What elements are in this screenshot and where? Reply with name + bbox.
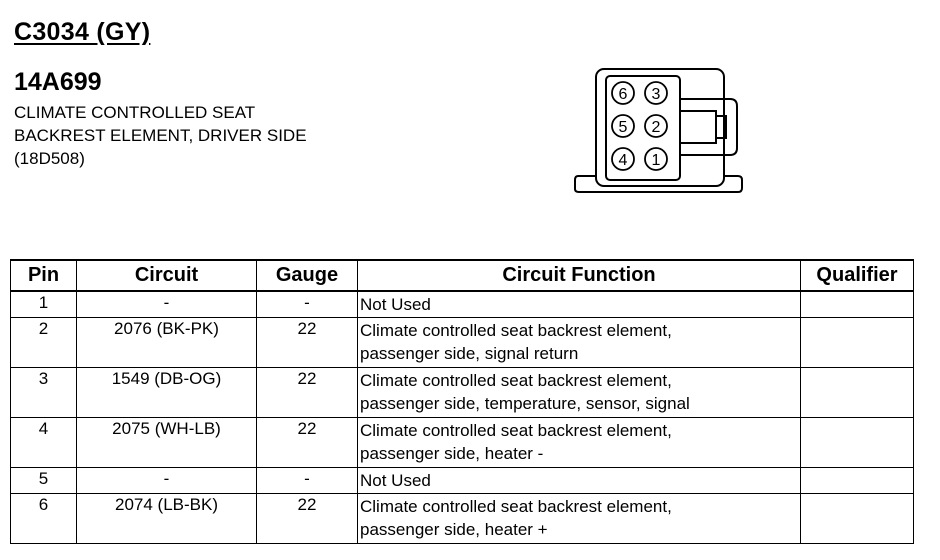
pin-cell: 1 [11,291,77,318]
part-number: 14A699 [14,68,102,96]
connector-cavity [606,76,680,180]
connector-face-diagram [574,66,744,196]
gauge-cell: - [257,468,358,494]
gauge-cell: - [257,291,358,318]
function-line: Climate controlled seat backrest element, [360,421,672,440]
pin-cell: 5 [11,468,77,494]
table-row [11,418,914,468]
pin-6-label: 6 [618,86,628,103]
connector-latch [680,99,737,155]
qualifier-cell [801,318,914,368]
connector-latch-lock [680,111,716,143]
pin-2-label: 2 [651,119,661,136]
qualifier-cell [801,418,914,468]
function-line: passenger side, heater - [360,444,544,463]
pinout-table [10,259,914,544]
connector-id-title: C3034 (GY) [14,18,151,46]
function-cell [358,291,801,318]
table-header-row [11,260,914,291]
qualifier-cell [801,368,914,418]
col-header-circuit: Circuit [77,260,257,291]
function-line: Climate controlled seat backrest element, [360,321,672,340]
pin-1-label: 1 [651,152,661,169]
pin-5-label: 5 [618,119,628,136]
table-row [11,291,914,318]
description-line: (18D508) [14,149,85,168]
col-header-function: Circuit Function [358,260,801,291]
description-line: BACKREST ELEMENT, DRIVER SIDE [14,126,307,145]
pin-4-label: 4 [618,152,628,169]
qualifier-cell [801,291,914,318]
function-line: Not Used [360,471,431,490]
pin-cell: 2 [11,318,77,368]
function-line: Climate controlled seat backrest element, [360,497,672,516]
function-line: passenger side, heater + [360,520,548,539]
qualifier-cell [801,468,914,494]
pin-3-label: 3 [651,86,661,103]
circuit-cell: 2075 (WH-LB) [77,418,257,468]
gauge-cell: 22 [257,494,358,544]
circuit-cell: - [77,291,257,318]
table-row [11,368,914,418]
function-cell [358,318,801,368]
col-header-pin: Pin [11,260,77,291]
qualifier-cell [801,494,914,544]
circuit-cell: 2074 (LB-BK) [77,494,257,544]
circuit-cell: 1549 (DB-OG) [77,368,257,418]
function-cell [358,468,801,494]
col-header-gauge: Gauge [257,260,358,291]
function-cell [358,368,801,418]
function-line: passenger side, temperature, sensor, signal [360,394,690,413]
function-line: Climate controlled seat backrest element, [360,371,672,390]
gauge-cell: 22 [257,418,358,468]
gauge-cell: 22 [257,318,358,368]
table-row [11,318,914,368]
circuit-cell: - [77,468,257,494]
table-row [11,494,914,544]
pin-cell: 6 [11,494,77,544]
pin-cell: 4 [11,418,77,468]
function-line: passenger side, signal return [360,344,579,363]
function-cell [358,494,801,544]
col-header-qualifier: Qualifier [801,260,914,291]
function-line: Not Used [360,295,431,314]
description-line: CLIMATE CONTROLLED SEAT [14,103,256,122]
connector-description [14,101,307,170]
gauge-cell: 22 [257,368,358,418]
pin-cell: 3 [11,368,77,418]
function-cell [358,418,801,468]
table-row [11,468,914,494]
circuit-cell: 2076 (BK-PK) [77,318,257,368]
